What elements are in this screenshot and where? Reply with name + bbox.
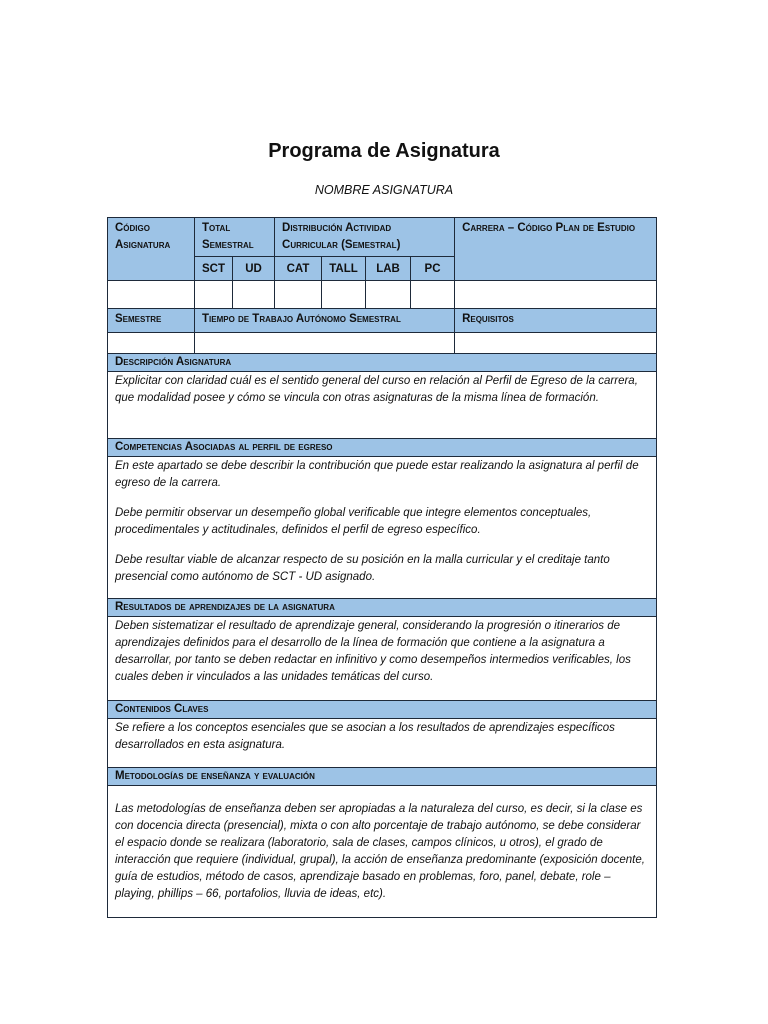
section-contenidos-body: [108, 719, 657, 768]
subheader-pc: PC: [411, 257, 455, 281]
competencias-paragraph-3: Debe resultar viable de alcanzar respecto de su posición en la malla curricular y el creditaje tanto presencial como autónomo de SCT - UD asignado.: [115, 554, 610, 583]
section-competencias-heading: Competencias Asociadas al perfil de egreso: [108, 439, 657, 457]
competencias-paragraph-1: En este apartado se debe describir la contribución que puede estar realizando la asignatura al perfil de egreso de la carrera.: [115, 460, 639, 489]
header-total-semestral: Total Semestral: [195, 218, 275, 257]
header-semestre: Semestre: [108, 309, 195, 333]
cell-codigo-value: [108, 281, 195, 309]
subheader-ud: UD: [233, 257, 275, 281]
descripcion-paragraph: Explicitar con claridad cuál es el sentido general del curso en relación al Perfil de Egreso de la carrera, que modalidad posee y cómo se vincula con otras asignaturas de la misma línea de formación.: [115, 375, 638, 404]
contenidos-paragraph: Se refiere a los conceptos esenciales que se asocian a los resultados de aprendizajes específicos desarrollados en esta asignatura.: [115, 722, 615, 751]
section-competencias-body: [108, 457, 657, 599]
section-metodologias-heading: Metodologías de enseñanza y evaluación: [108, 768, 657, 786]
section-resultados-heading: Resultados de aprendizajes de la asignatura: [108, 599, 657, 617]
header-requisitos: Requisitos: [455, 309, 657, 333]
header-distribucion-actividad: Distribución Actividad Curricular (Semestral): [275, 218, 455, 257]
cell-requisitos-value: [455, 333, 657, 354]
cell-tall-value: [322, 281, 366, 309]
cell-cat-value: [275, 281, 322, 309]
subheader-cat: CAT: [275, 257, 322, 281]
cell-sct-value: [195, 281, 233, 309]
section-resultados-body: [108, 617, 657, 701]
header-carrera-codigo-plan: Carrera – Código Plan de Estudio: [455, 218, 657, 281]
page-title: Programa de Asignatura: [268, 140, 500, 162]
section-metodologias-body: [108, 786, 657, 918]
subheader-sct: SCT: [195, 257, 233, 281]
section-descripcion-heading: Descripción Asignatura: [108, 354, 657, 372]
subheader-lab: LAB: [366, 257, 411, 281]
section-descripcion-body: [108, 372, 657, 439]
course-name-placeholder: NOMBRE ASIGNATURA: [314, 183, 454, 197]
header-codigo-asignatura: Código Asignatura: [108, 218, 195, 281]
cell-tiempo-value: [195, 333, 455, 354]
subheader-tall: TALL: [322, 257, 366, 281]
competencias-paragraph-2: Debe permitir observar un desempeño global verificable que integre elementos conceptuales, procedimentales y actitudinales, definidos el perfil de egreso específico.: [115, 507, 592, 536]
cell-carrera-value: [455, 281, 657, 309]
header-tiempo-trabajo-autonomo: Tiempo de Trabajo Autónomo Semestral: [195, 309, 455, 333]
cell-pc-value: [411, 281, 455, 309]
cell-semestre-value: [108, 333, 195, 354]
cell-ud-value: [233, 281, 275, 309]
metodologias-paragraph: Las metodologías de enseñanza deben ser apropiadas a la naturaleza del curso, es decir, si la clase es con docencia directa (presencial), mixta o con alto porcentaje de trabajo autónomo, se debe considerar el espacio donde se realizara (laboratorio, sala de clases, campos clínicos, u otros), el grado de interacción que requiere (individual, grupal), la acción de enseñanza predominante (exposición docente, guía de estudios, método de casos, aprendizaje basado en problemas, foro, panel, debate, role – playing, phillips – 66, portafolios, lluvia de ideas, etc).: [115, 803, 645, 900]
resultados-paragraph: Deben sistematizar el resultado de aprendizaje general, considerando la progresión o itinerarios de aprendizajes definidos para el desarrollo de la línea de formación que contiene a la asignatura a desarrollar, por tanto se deben redactar en infinitivo y como desempeños intermedios verificables, los cuales deben ir vinculados a las unidades temáticas del curso.: [115, 620, 631, 683]
section-contenidos-heading: Contenidos Claves: [108, 701, 657, 719]
cell-lab-value: [366, 281, 411, 309]
course-program-table: [107, 217, 657, 918]
